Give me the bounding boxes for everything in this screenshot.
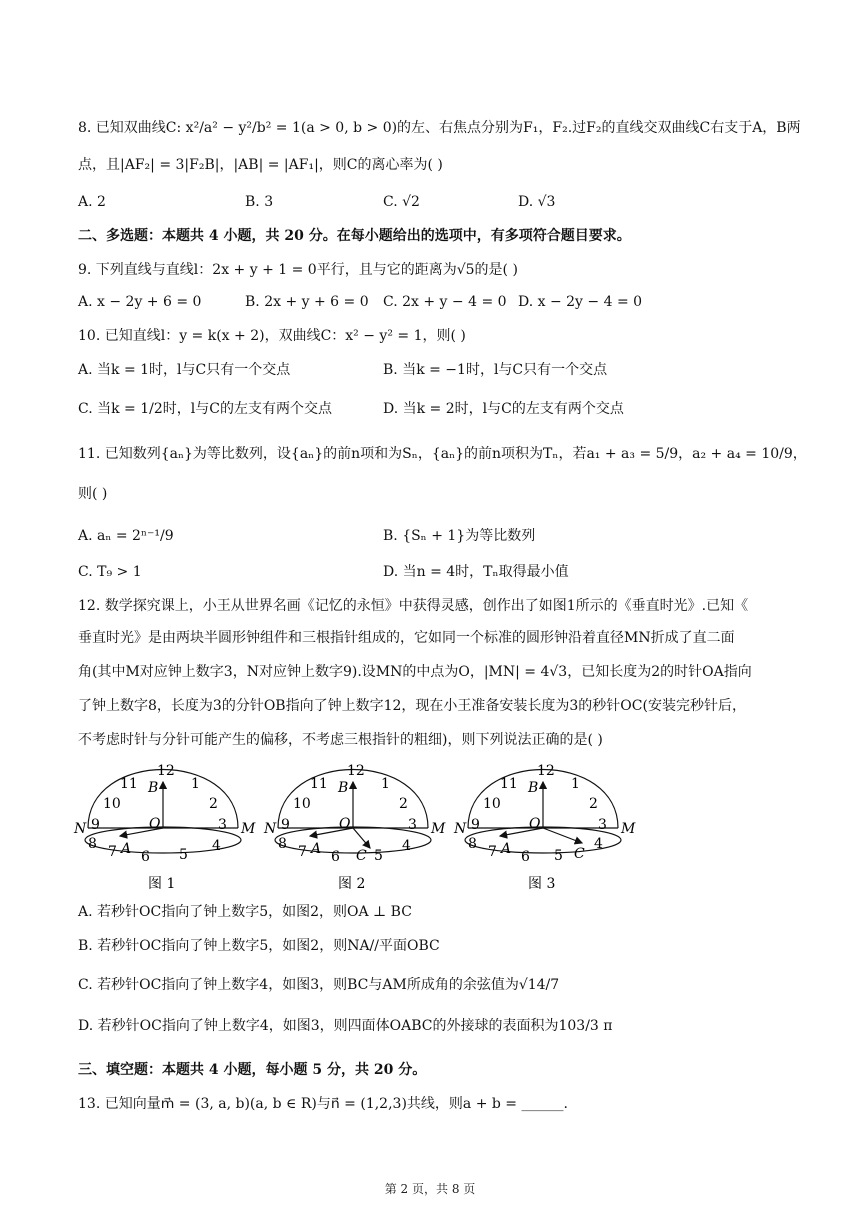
section-heading-multiple-choice: 二、多选题：本题共 4 小题，共 20 分。在每小题给出的选项中，有多项符合题目要求。 [78,228,631,244]
q12-option-b: B. 若秒针OC指向了钟上数字5，如图2，则NA//平面OBC [78,938,440,954]
q11-option-b: B. {Sₙ + 1}为等比数列 [383,528,536,544]
fig3-number-1: 1 [571,776,580,792]
fig2-number-1: 1 [381,776,390,792]
q11-option-d: D. 当n = 4时，Tₙ取得最小值 [383,564,569,580]
q12-stem-line4: 了钟上数字8，长度为3的分针OB指向了钟上数字12，现在小王准备安装长度为3的秒针OC(安装完秒针后， [78,698,746,714]
fig2-number-4: 4 [402,838,411,854]
fig1-number-10: 10 [103,796,121,812]
fig2-label-c: C [356,848,367,864]
fig1-number-12: 12 [157,763,175,779]
fig2-number-2: 2 [399,796,408,812]
fig1-label-m: M [241,821,256,837]
q12-option-d: D. 若秒针OC指向了钟上数字4，如图3，则四面体OABC的外接球的表面积为103/3 π [78,1018,613,1034]
fig1-number-6: 6 [141,849,150,865]
q9-option-d: D. x − 2y − 4 = 0 [518,294,643,310]
fig1-label-a: A [121,841,132,857]
fig2-number-11: 11 [310,776,328,792]
q11-option-c: C. T₉ > 1 [78,564,142,580]
fig3-number-7: 7 [488,844,497,860]
q10-option-b: B. 当k = −1时，l与C只有一个交点 [383,362,608,378]
fig2-label-a: A [311,841,322,857]
q9-stem: 9. 下列直线与直线l：2x + y + 1 = 0平行，且与它的距离为√5的是( ) [78,262,518,278]
fig1-number-7: 7 [108,844,117,860]
fig2-number-8: 8 [278,836,287,852]
fig1-label-n: N [74,821,87,837]
fig2-label-b: B [338,780,349,796]
fig2-label-m: M [431,821,446,837]
q9-option-a: A. x − 2y + 6 = 0 [78,294,202,310]
q12-stem-line3: 角(其中M对应钟上数字3，N对应钟上数字9).设MN的中点为O，|MN| = 4√3，已知长度为2的时针OA指向 [78,664,752,680]
q11-stem-line1: 11. 已知数列{aₙ}为等比数列，设{aₙ}的前n项和为Sₙ，{aₙ}的前n项积为Tₙ，若a₁ + a₃ = 5/9，a₂ + a₄ = 10/9， [78,446,807,462]
q8-option-b: B. 3 [245,194,274,210]
q9-option-b: B. 2x + y + 6 = 0 [245,294,369,310]
fig2-number-12: 12 [347,763,365,779]
clock-figures-svg [74,760,638,895]
q13-stem: 13. 已知向量m⃗ = (3, a, b)(a, b ∈ R)与n⃗ = (1,2,3)共线，则a + b = ______. [78,1096,568,1112]
fig1-label-b: B [148,780,159,796]
fig2-number-6: 6 [331,849,340,865]
q9-option-c: C. 2x + y − 4 = 0 [383,294,507,310]
fig3-number-2: 2 [589,796,598,812]
q12-clock-figures [74,760,638,895]
fig1-number-5: 5 [179,847,188,863]
q8-stem-line1: 8. 已知双曲线C: x²/a² − y²/b² = 1(a > 0, b > 0)的左、右焦点分别为F₁，F₂.过F₂的直线交双曲线C右支于A，B两 [78,120,801,136]
fig3-number-4: 4 [594,836,603,852]
q12-option-a: A. 若秒针OC指向了钟上数字5，如图2，则OA ⊥ BC [78,904,412,920]
fig3-number-3: 3 [598,817,607,833]
fig3-number-8: 8 [468,836,477,852]
fig1-number-8: 8 [88,836,97,852]
fig3-label-b: B [528,780,539,796]
fig1-number-9: 9 [91,817,100,833]
page-footer: 第 2 页，共 8 页 [384,1182,476,1196]
fig2-caption: 图 2 [338,876,366,892]
fig3-number-11: 11 [500,776,518,792]
fig3-label-n: N [454,821,467,837]
fig2-number-5: 5 [374,848,383,864]
q8-option-c: C. √2 [383,194,420,210]
fig3-number-9: 9 [471,817,480,833]
q8-option-d: D. √3 [518,194,556,210]
q8-stem-line2: 点，且|AF₂| = 3|F₂B|，|AB| = |AF₁|，则C的离心率为( ) [78,157,443,173]
fig2-label-n: N [264,821,277,837]
figure-3 [453,763,636,892]
fig1-caption: 图 1 [148,876,176,892]
fig2-label-o: O [339,816,351,832]
fig3-label-m: M [621,821,636,837]
q12-stem-line5: 不考虑时针与分针可能产生的偏移，不考虑三根指针的粗细)，则下列说法正确的是( ) [78,732,603,748]
fig2-number-7: 7 [298,844,307,860]
fig1-number-1: 1 [191,776,200,792]
q12-option-c: C. 若秒针OC指向了钟上数字4，如图3，则BC与AM所成角的余弦值为√14/7 [78,977,560,993]
fig3-number-12: 12 [537,763,555,779]
q11-option-a: A. aₙ = 2ⁿ⁻¹/9 [78,528,174,544]
fig2-number-3: 3 [408,817,417,833]
q10-option-d: D. 当k = 2时，l与C的左支有两个交点 [383,401,624,417]
fig3-number-10: 10 [483,796,501,812]
fig1-number-3: 3 [218,817,227,833]
section-heading-fill-in: 三、填空题：本题共 4 小题，每小题 5 分，共 20 分。 [78,1062,427,1078]
q11-stem-line2: 则( ) [78,486,108,502]
fig1-number-11: 11 [120,776,138,792]
fig1-label-o: O [149,816,161,832]
q10-option-c: C. 当k = 1/2时，l与C的左支有两个交点 [78,401,332,417]
fig3-label-c: C [574,846,585,862]
figure-1 [73,763,256,892]
q8-option-a: A. 2 [78,194,106,210]
fig1-number-4: 4 [212,838,221,854]
fig2-number-9: 9 [281,817,290,833]
fig3-caption: 图 3 [528,876,556,892]
fig3-number-5: 5 [554,848,563,864]
fig3-number-6: 6 [521,849,530,865]
q12-stem-line2: 垂直时光》是由两块半圆形钟组件和三根指针组成的，它如同一个标准的圆形钟沿着直径MN折成了直二面 [78,630,735,646]
fig2-number-10: 10 [293,796,311,812]
figure-2 [263,763,446,892]
fig3-label-a: A [501,841,512,857]
fig1-number-2: 2 [209,796,218,812]
q10-option-a: A. 当k = 1时，l与C只有一个交点 [78,362,291,378]
q12-stem-line1: 12. 数学探究课上，小王从世界名画《记忆的永恒》中获得灵感，创作出了如图1所示的《垂直时光》.已知《 [78,598,749,614]
q10-stem: 10. 已知直线l：y = k(x + 2)，双曲线C：x² − y² = 1，则( ) [78,328,466,344]
fig3-label-o: O [529,816,541,832]
